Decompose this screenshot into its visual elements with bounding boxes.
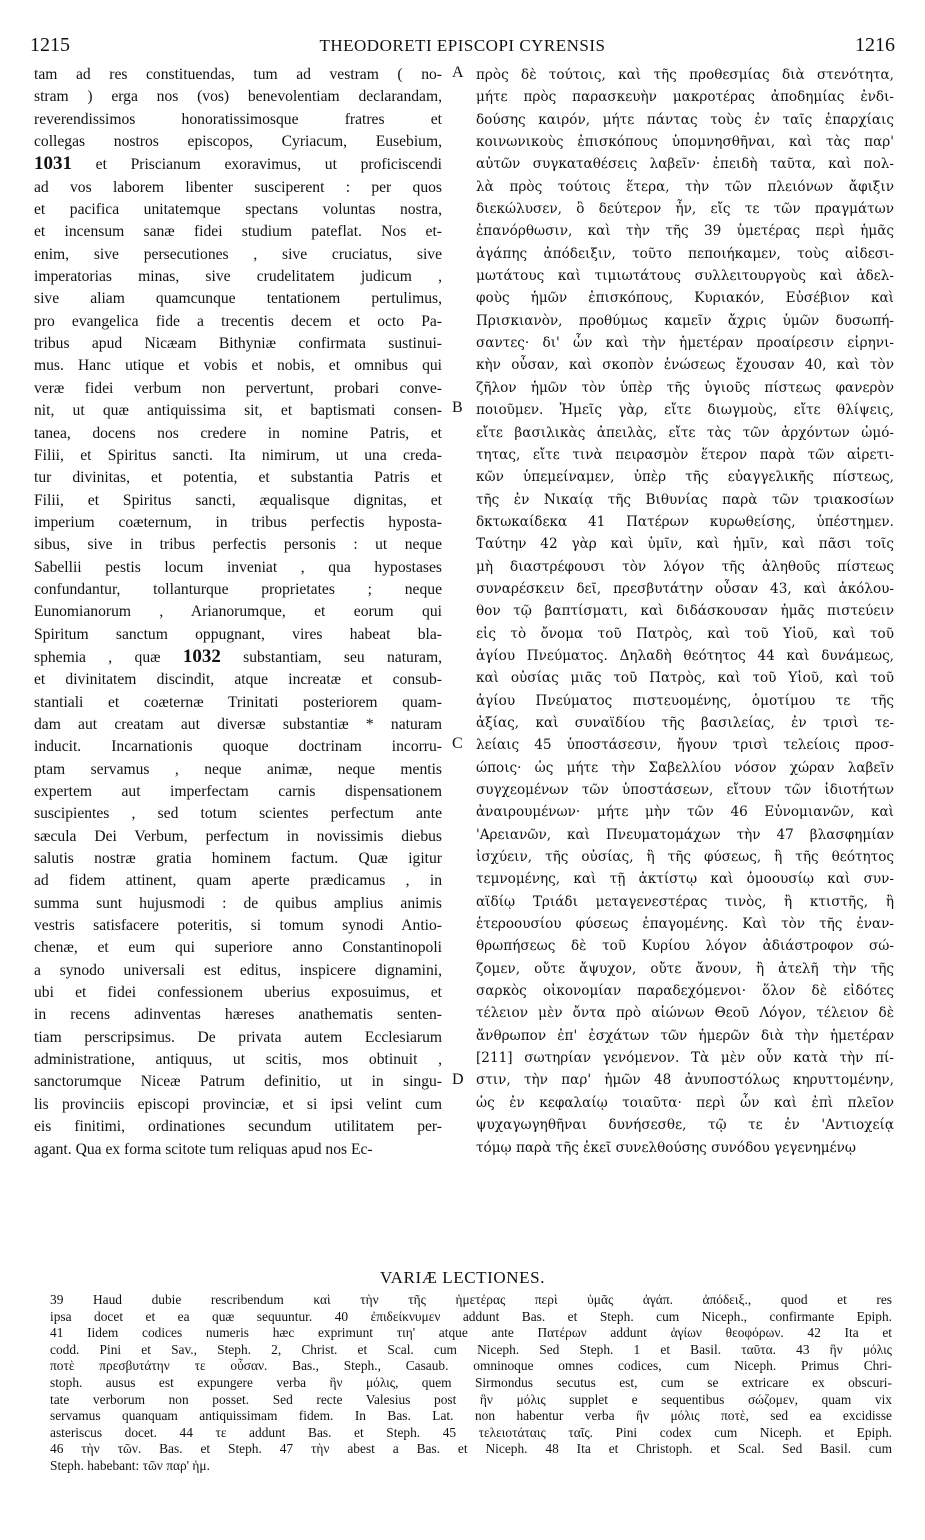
latin-text-line: tiam perscripsimus. De privata autem Ecclesiarum [34, 1028, 442, 1046]
greek-text-line: δούσης καιρόν, μήτε πάντας τοὺς ἐν ταῖς ἐπαρχίαις [476, 111, 894, 128]
latin-text-line: sphemia , quæ 1032 substantiam, seu naturam, [34, 645, 442, 667]
greek-text-line: ἁγίου Πνεύματος. Δηλαδὴ θεότητος 44 καὶ δυνάμεως, [476, 647, 894, 664]
latin-text-line: et divinitatem discindit, atque increatæ et consub- [34, 671, 442, 689]
latin-text-line: salutis nostræ gratia hominem factum. Quæ igitur [34, 850, 442, 868]
column-marker-d: D [452, 1071, 464, 1088]
greek-text-line: θον τῷ βαπτίσματι, καὶ διδάσκουσαν ἡμᾶς πιστεύειν [476, 603, 894, 620]
latin-text-line: mus. Hanc utique et vobis et nobis, et omnibus qui [34, 357, 442, 375]
greek-text-line: ώποις· ὡς μήτε τὴν Σαβελλίου νόσον χώραν λαβεῖν [476, 759, 894, 776]
greek-text-line: μὴ διαστρέφουσι τὸν λόγον τῆς ἀληθοῦς πίστεως [476, 558, 894, 575]
greek-text-line: ποιοῦμεν. Ἡμεῖς γὰρ, εἴτε διωγμοὺς, εἴτε θλίψεις, [476, 402, 894, 419]
greek-text-line: ἁγίου Πνεύματος πιστευομένης, ὁμοτίμου τε τῆς [476, 692, 894, 709]
greek-text-line: [211] σωτηρίαν γενόμενον. Τὰ μὲν οὖν κατὰ τὴν πί- [476, 1050, 894, 1067]
greek-text-line: στιν, τὴν παρ' ἡμῶν 48 ἀνυποστόλως κηρυττομένην, [476, 1072, 894, 1089]
latin-text-line: dam aut creatam aut diversæ substantiæ * naturam [34, 715, 442, 733]
latin-text-line: sæcula Dei Verbum, perfectum in novissimis diebus [34, 827, 442, 845]
latin-text-line: tribus apud Nicæam Bithyniæ confirmata sustinui- [34, 335, 442, 353]
note-line: codd. Pini et Sav., Steph. 2, Christ. et Scal. cum Niceph. Sed Steph. 1 et Basil. ταῦτα. 43 ἣν μόλις [50, 1341, 892, 1357]
latin-text-line: eis finitimi, ordinationes secundum utilitatem per- [34, 1118, 442, 1136]
latin-text-line: inducit. Incarnationis quoque doctrinam incorru- [34, 738, 442, 756]
greek-text-line: ψυχαγωγηθῆναι δυνήσεσθε, τῷ τε ἐν 'Αντιοχείᾳ [476, 1117, 894, 1134]
latin-text-line: tur divinitas, et potentia, et substantia Patris et [34, 469, 442, 487]
latin-text-line: Spiritum sanctum oppugnant, vires habeat bla- [34, 625, 442, 643]
greek-text-line: τόμῳ παρὰ τῆς ἐκεῖ συνελθούσης συνόδου γεγενημένῳ [476, 1139, 857, 1156]
latin-column [34, 64, 442, 1161]
greek-text-line: θρωπήσεως δὲ τοῦ Κυρίου λόγον ἀδιάστροφον σώ- [476, 938, 894, 955]
latin-text-line: lis provinciis episcopi provinciæ, et si ipsi velint cum [34, 1095, 442, 1113]
greek-text-line: κὴν οὖσαν, καὶ σκοπὸν ἑνώσεως ἔχουσαν 40, καὶ τὸν [476, 357, 894, 374]
page-number-right: 1216 [855, 34, 895, 56]
latin-text-line: ptam servamus , neque animæ, neque mentis [34, 760, 442, 778]
greek-text-line: μωτάτους καὶ τιμιωτάτους συλλειτουργοὺς καὶ ἀδελ- [476, 268, 894, 285]
note-line: 39 Haud dubie rescribendum καὶ τὴν τῆς ἡμετέρας περὶ ὑμᾶς ἀγάπ. ἀπόδειξ., quod et res [50, 1292, 892, 1307]
latin-text-line: nit, ut quæ antiquissima sit, et baptismati consen- [34, 402, 442, 420]
section-number: 1032 [182, 645, 221, 667]
variant-readings-notes [50, 1292, 892, 1475]
latin-text-line: imperium coæternum, in tribus perfectis hyposta- [34, 513, 442, 531]
latin-text-line: sanctorumque Niceæ Patrum definitio, ut in singu- [34, 1073, 442, 1091]
latin-text-line: sibus, sive in tribus perfectis personis : ut neque [34, 536, 442, 554]
latin-text-line: in recens adinventas hæreses anathematis senten- [34, 1006, 442, 1024]
note-line: 41 Iidem codices numeris hæc exprimunt τιη' atque ante Πατέρων addunt ἁγίων θεοφόρων. 42 Ita et [50, 1325, 892, 1341]
greek-text-line: εἴτε βασιλικὰς ἀπειλὰς, εἴτε τὰς τῶν ἀρχόντων ὠμό- [476, 424, 894, 441]
latin-text-line: suscipientes , sed totum scientes perfectum ante [34, 805, 442, 823]
note-line: Steph. habebant: τῶν παρ' ἡμ. [50, 1457, 210, 1473]
greek-text-line: τεμνομένης, καὶ τῇ ἀκτίστῳ καὶ ὁμοουσίῳ καὶ συν- [476, 871, 894, 888]
greek-text-line: τέλειον μὲν ὄντα πρὸ αἰώνων Θεοῦ Λόγον, τέλειον δὲ [476, 1005, 894, 1022]
latin-text-line: Filii, et Spiritus sancti, æqualisque dignitas, et [34, 491, 442, 509]
note-line: asteriscus docet. 44 τε addunt Bas. et Steph. 45 τελειοτάταις ταῖς. Pini codex cum Niceph. et Epiph. [50, 1424, 892, 1440]
greek-text-line: λείαις 45 ὑποστάσεσιν, ἤγουν τρισὶ τελείοις προσ- [476, 737, 894, 754]
greek-text-line: μήτε πρὸς παρασκευὴν μακροτέρας ἀποδημίας ἐνδι- [476, 89, 894, 106]
column-marker-c: C [452, 735, 463, 752]
latin-text-line: expertem aut imperfectam carnis dispensationem [34, 783, 442, 800]
greek-text-line: σαρκὸς οἰκονομίαν παραδεχόμενοι· ὅλον δὲ εἰδότες [476, 983, 894, 1000]
latin-text-line: collegas nostros episcopos, Cyriacum, Eusebium, [34, 133, 442, 151]
latin-text-line: confundantur, tollanturque proprietates ; neque [34, 580, 442, 598]
greek-text-line: κῶν ὑπεμείναμεν, ὑπὲρ τῆς εὐαγγελικῆς πίστεως, [476, 469, 894, 486]
latin-text-line: et incensum sanæ fidei studium pateflat. Nos et- [34, 223, 442, 241]
greek-text-line: πρὸς δὲ τούτοις, καὶ τῆς προθεσμίας διὰ στενότητα, [476, 67, 894, 83]
greek-text-line: 'Αρειανῶν, καὶ Πνευματομάχων τὴν 47 βλασφημίαν [476, 826, 894, 843]
greek-text-line: ἄνθρωπον ἐπ' ἐσχάτων τῶν ἡμερῶν διὰ τὴν ἡμετέραν [476, 1027, 894, 1044]
note-line: ipsa docet et ea quæ sequuntur. 40 ἐπιδείκνυμεν addunt Bas. et Steph. cum Niceph., confirmante Epiph. [50, 1308, 892, 1324]
note-line: ποτὲ πρεσβυτάτην τε οὖσαν. Bas., Steph., Casaub. omninoque omnes codices, cum Niceph. Primus Chri- [50, 1358, 892, 1374]
latin-text-line: et pacifica unitatemque spectans voluntas nostra, [34, 201, 442, 219]
greek-text-line: τητας, εἴτε τινὰ πειρασμὸν ἕτερον παρὰ τῶν αἱρετι- [476, 446, 894, 463]
latin-text-line: vestris satisfacere poteritis, si tomum synodi Antio- [34, 917, 442, 935]
latin-text-line: summa sunt hujusmodi : de quibus amplius animis [34, 894, 442, 912]
greek-text-line: ἀγάπης ἀπόδειξιν, τοῦτο πεποιήκαμεν, τοὺς αἰδεσι- [476, 245, 894, 262]
note-line: servamus quanquam antiquissimam fidem. In Bas. Lat. non habentur verba ἣν μόλις ποτὲ, sed ea excidisse [50, 1408, 892, 1424]
latin-text-line: ad fidem attinent, quam aperte prædicamus , in [34, 872, 442, 890]
latin-text-line: tam ad res constituendas, tum ad vestram ( no- [34, 66, 442, 83]
column-marker-b: B [452, 399, 463, 416]
latin-text-line: enim, sive persecutiones , sive cruciatus, sive [34, 245, 442, 263]
greek-text-line: καὶ οὐσίας μιᾶς τοῦ Πατρὸς, καὶ τοῦ Υἱοῦ, καὶ τοῦ [476, 670, 894, 687]
latin-text-line: tanea, docens nos credere in nomine Patris, et [34, 424, 442, 442]
note-line: stoph. ausus est expungere verba ἣν μόλις, quem Sirmondus secutus est, cum se extricare ex obscuri- [50, 1374, 892, 1390]
column-marker-a: A [452, 64, 464, 81]
latin-text-line: chenæ, et eum qui superiore anno Constantinopoli [34, 939, 442, 957]
greek-text-line: δκτωκαίδεκα 41 Πατέρων κυρωθείσης, ὑπέστημεν. [476, 513, 894, 530]
greek-text-line: φοὺς ἡμῶν ἐπισκόπους, Κυριακόν, Εὐσέβιον καὶ [476, 290, 894, 307]
greek-column [476, 64, 894, 1159]
latin-text-line: Filii, et Spiritus sancti. Ita nimirum, ut una creda- [34, 446, 442, 464]
latin-text-line: ubi et fidei confessionem uberius exposuimus, et [34, 984, 442, 1002]
page-number-left: 1215 [30, 34, 70, 56]
latin-text-line: Sabellii pestis locum inveniat , qua hypostases [34, 558, 442, 576]
latin-text-line: veræ fidei verbum non pervertunt, probari conve- [34, 379, 442, 397]
latin-text-line: reverendissimos honoratissimosque fratres et [34, 110, 442, 128]
latin-text-line: stram ) erga nos (vos) benevolentiam declarandam, [34, 88, 442, 106]
latin-text-line: ad vos laborem libenter susciperent : per quos [34, 178, 442, 196]
greek-text-line: κοινωνικοὺς ἐπισκόπους ὑπομνησθῆναι, καὶ τὰς παρ' [476, 134, 894, 151]
greek-text-line: διεκώλυσεν, ὃ δεύτερον ἦν, εἴς τε τῶν πραγμάτων [476, 201, 894, 218]
running-title: THEODORETI EPISCOPI CYRENSIS [319, 36, 606, 55]
running-header [30, 34, 895, 62]
latin-text-line: a synodo universali est editus, inspicere dignamini, [34, 961, 442, 979]
greek-text-line: ὡς ἐν κεφαλαίῳ τοιαῦτα· περὶ ὧν καὶ ἐπὶ πλεῖον [476, 1094, 894, 1111]
greek-text-line: συγχεομένων τῶν ὑποστάσεων, εἴτουν τῶν ἰδιοτήτων [476, 782, 894, 798]
greek-text-line: συναρέσκειν δεῖ, πρεσβυτάτην οὖσαν 43, καὶ ἀκόλου- [476, 580, 894, 597]
note-line: tate verborum non posset. Sed recte Valesius post ἣν μόλις supplet e sequentibus σώζομεν, quam vix [50, 1391, 892, 1407]
greek-text-line: αὐτῶν συγκαταθέσεις λαβεῖν· ἐπειδὴ ταῦτα, καὶ πολ- [476, 156, 894, 173]
greek-text-line: ἐπανόρθωσιν, καὶ τὴν τῆς 39 ὑμετέρας περὶ ἡμᾶς [476, 223, 894, 240]
greek-text-line: ζῆλον ἡμῶν τὸν ὑπὲρ τῆς ὑγιοῦς πίστεως φανερὸν [476, 379, 894, 396]
greek-text-line: Πρισκιανὸν, προθύμως καμεῖν ἄχρις ὑμῶν δυσωπή- [476, 312, 894, 329]
variae-lectiones-title: VARIÆ LECTIONES. [379, 1268, 546, 1287]
greek-text-line: λὰ πρὸς τούτοις ἕτερα, τὴν τῶν πλειόνων ἄφιξιν [476, 178, 894, 195]
greek-text-line: εἰς τὸ ὄνομα τοῦ Πατρὸς, καὶ τοῦ Υἱοῦ, καὶ τοῦ [476, 625, 894, 642]
greek-text-line: ἀναιρουμένων· μήτε μὴν τῶν 46 Εὐνομιανῶν, καὶ [476, 804, 894, 821]
greek-text-line: αϊδίῳ Τριάδι μεταγενεστέρας τινὸς, ἢ κτιστῆς, ἢ [476, 893, 894, 910]
note-line: 46 τὴν τῶν. Bas. et Steph. 47 τὴν abest a Bas. et Niceph. 48 Ita et Christoph. et Scal. Sed Basil. cum [50, 1441, 892, 1457]
greek-text-line: σαντες· δι' ὧν καὶ τὴν ἡμετέραν προαίρεσιν εἰρηνι- [476, 335, 894, 352]
latin-text-line: sive aliam quamcunque tentationem pertulimus, [34, 290, 442, 308]
greek-text-line: ἀξίας, καὶ συναϊδίου τῆς βασιλείας, ἐν τρισὶ τε- [476, 714, 894, 731]
section-number: 1031 [34, 153, 72, 175]
latin-text-line: administratione, antiquus, ut scitis, mos obtinuit , [34, 1051, 442, 1069]
latin-text-line: pro evangelica fide a trecentis decem et octo Pa- [34, 312, 442, 330]
greek-text-line: Ταύτην 42 γὰρ καὶ ὑμῖν, καὶ ἡμῖν, καὶ πᾶσι τοῖς [476, 536, 894, 553]
greek-text-line: ζομεν, οὔτε ἄψυχον, οὔτε ἄνουν, ἢ ἀτελῆ τὴν τῆς [476, 960, 894, 977]
greek-text-line: τῆς ἐν Νικαίᾳ τῆς Βιθυνίας παρὰ τῶν τριακοσίων [476, 491, 894, 508]
greek-text-line: ἰσχύειν, τῆς οὐσίας, ἢ τῆς φύσεως, ἢ τῆς θεότητος [476, 849, 894, 866]
latin-text-line: agant. Qua ex forma scitote tum reliquas apud nos Ec- [34, 1140, 373, 1158]
latin-text-line: imperatorias minas, sive crudelitatem judicum , [34, 268, 442, 286]
latin-text-line: stantiali et coæternæ Trinitati posteriorem quam- [34, 693, 442, 711]
greek-text-line: ἑτεροουσίου φύσεως ἐπαγομένης. Καὶ τὸν τῆς ἐναν- [476, 916, 894, 933]
latin-text-line: 1031 et Priscianum exoravimus, ut proficiscendi [34, 153, 442, 175]
latin-text-line: Eunomianorum , Arianorumque, et eorum qui [34, 603, 442, 621]
